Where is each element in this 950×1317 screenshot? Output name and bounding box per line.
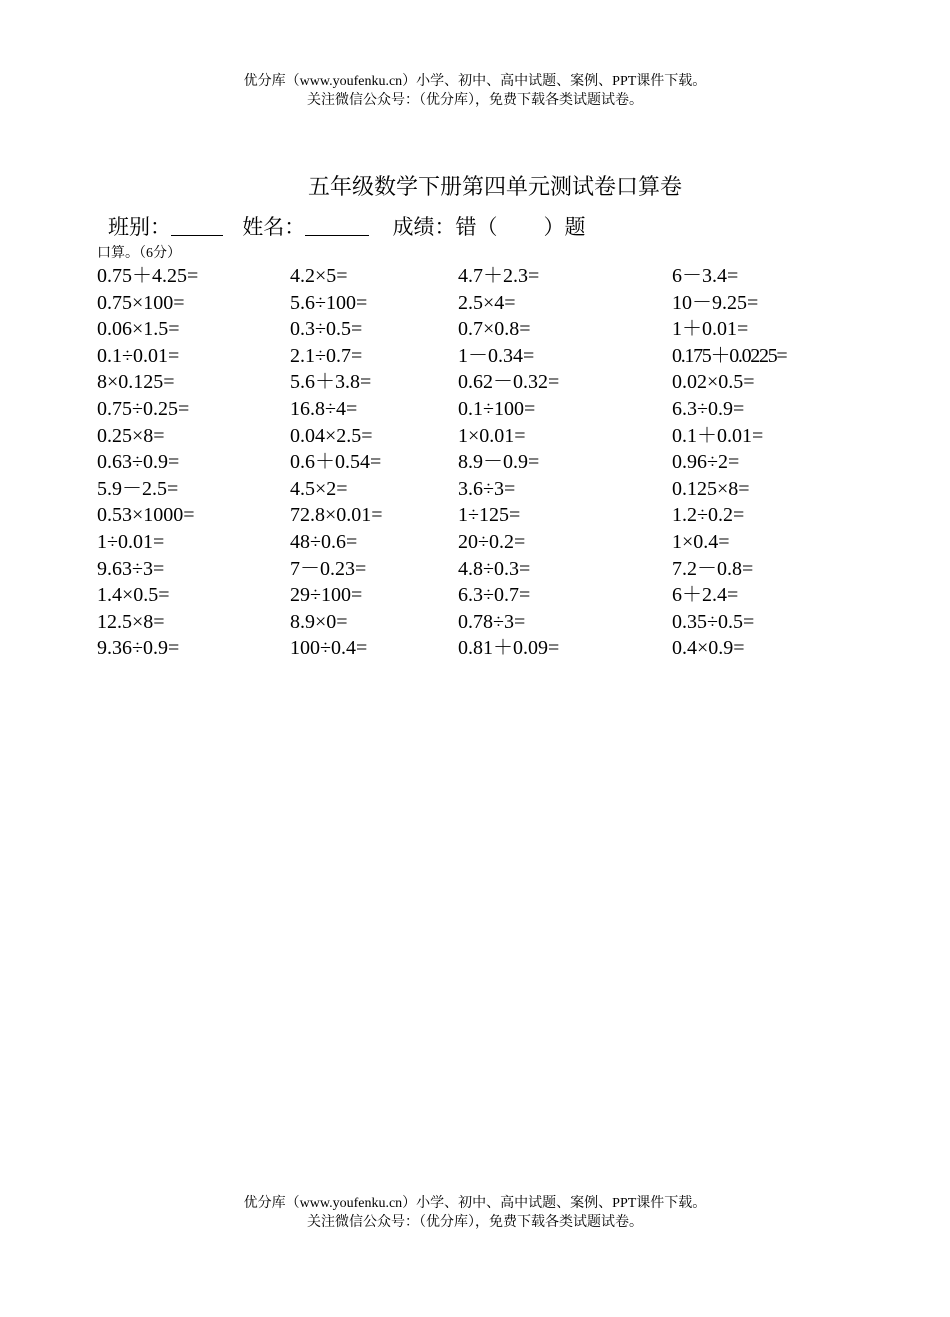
- problem-item: 1×0.01=: [458, 424, 526, 447]
- problem-item: 0.75÷0.25=: [97, 397, 190, 420]
- student-info-line: [108, 211, 586, 241]
- problem-item: 100÷0.4=: [290, 637, 368, 660]
- problem-item: 12.5×8=: [97, 610, 165, 633]
- problem-item: 1÷125=: [458, 504, 521, 527]
- problem-item: 0.6＋0.54=: [290, 451, 382, 474]
- problem-item: 8.9－0.9=: [458, 451, 540, 474]
- name-label: 姓名：: [242, 215, 306, 239]
- section-label: 口算。（6分）: [97, 246, 181, 261]
- problem-item: 20÷0.2=: [458, 530, 526, 553]
- problem-item: 0.3÷0.5=: [290, 318, 363, 341]
- problem-item: 9.63÷3=: [97, 557, 165, 580]
- problem-row: [97, 502, 897, 529]
- problem-item: 7.2－0.8=: [672, 557, 754, 580]
- problem-row: [97, 316, 897, 343]
- problem-item: 4.2×5=: [290, 265, 348, 287]
- problem-row: [97, 396, 897, 423]
- problem-item: 1×0.4=: [672, 530, 730, 553]
- problem-row: [97, 582, 897, 609]
- problem-item: 29÷100=: [290, 584, 363, 607]
- footer-line-1: 优分库（www.youfenku.cn）小学、初中、高中试题、案例、PPT课件下载。: [243, 1196, 707, 1211]
- problem-item: 0.02×0.5=: [672, 371, 755, 394]
- problem-item: 6＋2.4=: [672, 584, 739, 607]
- problem-item: 0.1÷0.01=: [97, 344, 180, 367]
- class-label: 班别：: [108, 215, 171, 239]
- problem-item: 1＋0.01=: [672, 318, 749, 341]
- problem-item: 10－9.25=: [672, 291, 759, 314]
- problem-item: 8×0.125=: [97, 371, 175, 394]
- problem-item: 6.3÷0.9=: [672, 397, 745, 420]
- problem-row: [97, 369, 897, 396]
- problem-item: 4.5×2=: [290, 477, 348, 500]
- problem-row: [97, 635, 897, 662]
- problem-item: 1－0.34=: [458, 344, 535, 367]
- page-title: 五年级数学下册第四单元测试卷口算卷: [307, 174, 682, 199]
- problem-item: 0.1÷100=: [458, 397, 536, 420]
- problem-row: [97, 529, 897, 556]
- problem-item: 3.6÷3=: [458, 477, 516, 500]
- name-blank[interactable]: [305, 215, 369, 236]
- problem-item: 16.8÷4=: [290, 397, 358, 420]
- problem-item: 1.4×0.5=: [97, 584, 170, 607]
- problem-item: 0.06×1.5=: [97, 318, 180, 341]
- problem-item: 7－0.23=: [290, 557, 367, 580]
- problem-item: 0.1＋0.01=: [672, 424, 764, 447]
- problem-row: [97, 290, 897, 317]
- problem-item: 0.04×2.5=: [290, 424, 373, 447]
- problem-item: 0.7×0.8=: [458, 318, 531, 341]
- problem-item: 1÷0.01=: [97, 530, 165, 553]
- problem-item: 0.81＋0.09=: [458, 637, 560, 660]
- problem-item: 4.8÷0.3=: [458, 557, 531, 580]
- problem-item: 0.25×8=: [97, 424, 165, 447]
- problem-item: 6－3.4=: [672, 265, 739, 287]
- problem-row: [97, 449, 897, 476]
- problem-item: 0.125×8=: [672, 477, 750, 500]
- problem-item: 8.9×0=: [290, 610, 348, 633]
- footer-line-2: 关注微信公众号：（优分库），免费下载各类试题试卷。: [307, 1215, 643, 1230]
- problem-item: 0.62－0.32=: [458, 371, 560, 394]
- problem-item: 4.7＋2.3=: [458, 265, 540, 287]
- problem-row: [97, 609, 897, 636]
- problem-item: 72.8×0.01=: [290, 504, 383, 527]
- header-line-1: 优分库（www.youfenku.cn）小学、初中、高中试题、案例、PPT课件下载。: [243, 74, 707, 89]
- problem-row: [97, 263, 897, 290]
- problem-grid: [97, 263, 897, 662]
- header-banner: [0, 72, 950, 110]
- problem-row: [97, 343, 897, 370]
- problem-item: 0.35÷0.5=: [672, 610, 755, 633]
- problem-item: 9.36÷0.9=: [97, 637, 180, 660]
- footer-banner: [0, 1194, 950, 1232]
- problem-item: 0.75＋4.25=: [97, 265, 199, 287]
- problem-item: 6.3÷0.7=: [458, 584, 531, 607]
- problem-item: 0.63÷0.9=: [97, 451, 180, 474]
- header-line-2: 关注微信公众号：（优分库），免费下载各类试题试卷。: [307, 93, 643, 108]
- problem-item: 1.2÷0.2=: [672, 504, 745, 527]
- score-label: 成绩：错（: [392, 215, 498, 239]
- class-blank[interactable]: [171, 215, 223, 236]
- problem-item: 0.4×0.9=: [672, 637, 745, 660]
- problem-item: 2.5×4=: [458, 291, 516, 314]
- problem-item: 5.6÷100=: [290, 291, 368, 314]
- problem-item: 48÷0.6=: [290, 530, 358, 553]
- problem-item: 0.78÷3=: [458, 610, 526, 633]
- problem-item: 0.75×100=: [97, 291, 185, 314]
- problem-item: 0.175＋0.0225=: [672, 344, 787, 367]
- problem-item: 5.6＋3.8=: [290, 371, 372, 394]
- problem-row: [97, 423, 897, 450]
- problem-row: [97, 556, 897, 583]
- problem-row: [97, 476, 897, 503]
- problem-item: 0.96÷2=: [672, 451, 740, 474]
- score-suffix: ）题: [543, 215, 586, 239]
- problem-item: 5.9－2.5=: [97, 477, 179, 500]
- problem-item: 0.53×1000=: [97, 504, 195, 527]
- problem-item: 2.1÷0.7=: [290, 344, 363, 367]
